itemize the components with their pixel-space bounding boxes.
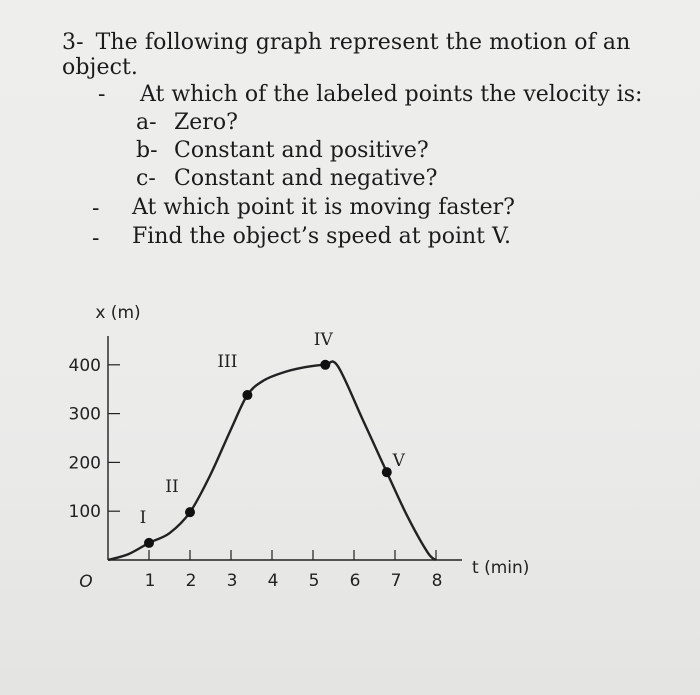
bullet-dash-2: - — [92, 196, 100, 221]
point-label-IV: IV — [313, 329, 333, 350]
point-label-II: II — [165, 477, 179, 498]
x-tick-label-2: 2 — [185, 571, 197, 591]
point-I — [144, 538, 154, 548]
x-tick-label-6: 6 — [349, 571, 361, 591]
sub-a-label: a- — [136, 110, 157, 135]
bullet-2-text: At which point it is moving faster? — [132, 195, 515, 220]
point-label-I: I — [139, 507, 147, 528]
point-label-III: III — [217, 352, 238, 373]
y-tick-label-300: 300 — [68, 404, 101, 425]
bullet-dash-3: - — [92, 226, 100, 251]
point-IV — [320, 360, 330, 370]
sub-c-text: Constant and negative? — [174, 166, 438, 191]
sub-b-label: b- — [136, 138, 158, 163]
x-tick-label-7: 7 — [390, 571, 402, 591]
x-tick-label-1: 1 — [144, 571, 156, 591]
bullet-3-text: Find the object’s speed at point V. — [132, 224, 512, 249]
point-label-V: V — [392, 451, 405, 472]
position-curve — [108, 361, 436, 560]
origin-label: O — [79, 572, 93, 592]
graph-curve — [108, 361, 436, 560]
y-tick-label-200: 200 — [68, 453, 101, 474]
y-tick-label-400: 400 — [68, 355, 101, 376]
question-number: 3- — [62, 30, 84, 55]
point-V — [382, 467, 392, 477]
sub-a-text: Zero? — [174, 110, 238, 135]
point-III — [242, 390, 252, 400]
x-tick-label-8: 8 — [431, 571, 443, 591]
bullet-1-text: At which of the labeled points the velocity is: — [140, 82, 643, 107]
x-tick-label-4: 4 — [267, 571, 279, 591]
sub-b-text: Constant and positive? — [174, 138, 429, 163]
sub-c-label: c- — [136, 166, 156, 191]
x-tick-label-3: 3 — [226, 571, 238, 591]
x-tick-label-5: 5 — [308, 571, 320, 591]
question-title-text: The following graph represent the motion of an object. — [62, 30, 631, 80]
graph-points — [144, 360, 392, 548]
y-axis-title: x (m) — [95, 303, 141, 323]
x-axis-title: t (min) — [472, 558, 530, 578]
y-tick-label-100: 100 — [68, 502, 101, 523]
point-II — [185, 507, 195, 517]
bullet-dash-1: - — [98, 82, 106, 107]
